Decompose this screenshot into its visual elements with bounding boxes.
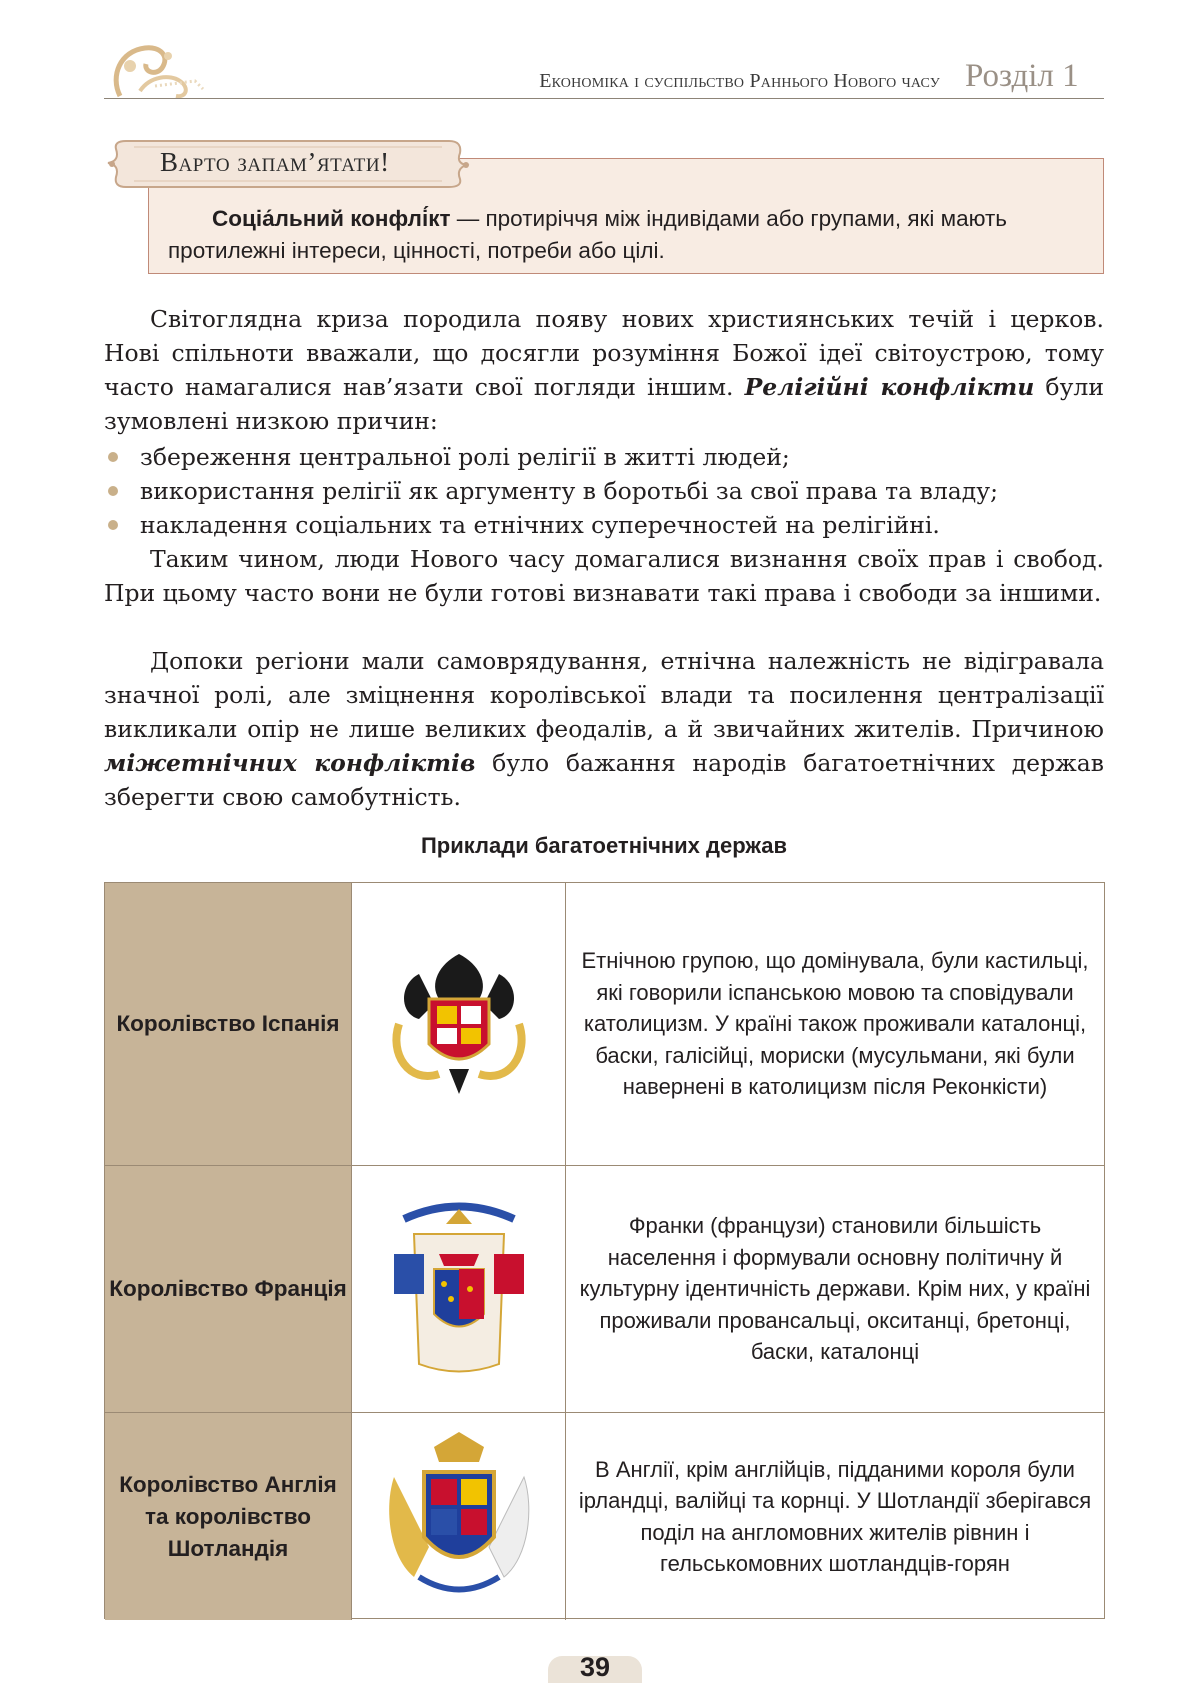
paragraph-text: Таким чином, люди Нового часу домагалися визнання своїх прав і свобод. При цьому часто вони не були готові визнавати такі права і свободи за іншими.	[104, 545, 1104, 607]
paragraph-text: Допоки регіони мали самоврядування, етнічна належність не відігравала значної ролі, але зміцнення королівської влади та посилення централізації викликали опір не лише великих феодалів, а й звичайних жителів. Причиною	[104, 647, 1104, 743]
list-item-text: збереження центральної ролі релігії в житті людей;	[140, 443, 790, 471]
bullet-icon	[108, 452, 118, 462]
list-item	[104, 474, 1104, 508]
causes-list	[104, 440, 1104, 542]
header-divider	[104, 98, 1104, 99]
paragraph-text: Світоглядна криза породила появу нових християнських течій і церков. Нові спільноти вважали, що досягли розуміння Божої ідеї світоустрою, тому часто намагалися нав’язати свої погляди іншим.	[104, 305, 1104, 401]
header-section: Розділ 1	[965, 58, 1079, 94]
state-name: Королівство Англія та королівство Шотландія	[105, 1413, 352, 1620]
spain-coat-of-arms-icon	[352, 883, 566, 1165]
france-coat-of-arms-icon	[352, 1166, 566, 1412]
definition-body: — протиріччя між індивідами або групами, які мають протилежні інтереси, цінності, потреби або цілі.	[168, 206, 1008, 263]
page-number: 39	[579, 1652, 611, 1682]
term-religious-conflicts: Релігійні конфлікти	[744, 373, 1035, 401]
table-title: Приклади багатоетнічних держав	[420, 833, 788, 858]
paragraph-interethnic	[104, 644, 1104, 814]
paragraph-rights	[104, 542, 1104, 610]
state-name: Королівство Іспанія	[105, 883, 352, 1165]
paragraph-text: було бажання народів багатоетнічних держав зберегти свою самобутність.	[104, 749, 1104, 811]
header-ornament	[100, 36, 210, 106]
england-scotland-coat-of-arms-icon	[352, 1413, 566, 1620]
bullet-icon	[108, 520, 118, 530]
list-item-text: використання релігії як аргументу в боротьбі за свої права та владу;	[140, 477, 998, 505]
table-row	[105, 883, 1104, 1166]
header-title: Економіка і суспільство Раннього Нового часу	[539, 70, 940, 92]
state-description: В Англії, крім англійців, підданими короля були ірландці, валійці та корнці. У Шотландії зберігався поділ на англомовних жителів рівнин і гельськомовних шотландців-горян	[578, 1456, 1092, 1576]
states-table	[104, 882, 1105, 1619]
list-item	[104, 440, 1104, 474]
table-row	[105, 1166, 1104, 1413]
term-interethnic-conflicts: міжетнічних конфліктів	[104, 749, 476, 777]
paragraph-religious	[104, 302, 1104, 438]
definition-text	[168, 203, 1090, 267]
list-item-text: накладення соціальних та етнічних суперечностей на релігійні.	[140, 511, 940, 539]
state-description: Франки (французи) становили більшість населення і формували основну політичну й культурну ідентичність держави. Крім них, у країні проживали провансальці, окситанці, бретонці, баски, каталонці	[579, 1213, 1091, 1365]
list-item	[104, 508, 1104, 542]
state-description: Етнічною групою, що домінувала, були кастильці, які говорили іспанською мовою та сповідували католицизм. У країні також проживали каталонці, баски, галісійці, мориски (мусульмани, які були навернені в католицизм після Реконкісти)	[581, 948, 1089, 1100]
definition-term: Соціа́льний конфлі́кт	[212, 206, 451, 231]
paragraph-text: були зумовлені низкою причин:	[104, 373, 1105, 435]
table-row	[105, 1413, 1104, 1620]
remember-tag-label: Варто запам’ятати!	[160, 147, 390, 177]
bullet-icon	[108, 486, 118, 496]
state-name: Королівство Франція	[105, 1166, 352, 1412]
